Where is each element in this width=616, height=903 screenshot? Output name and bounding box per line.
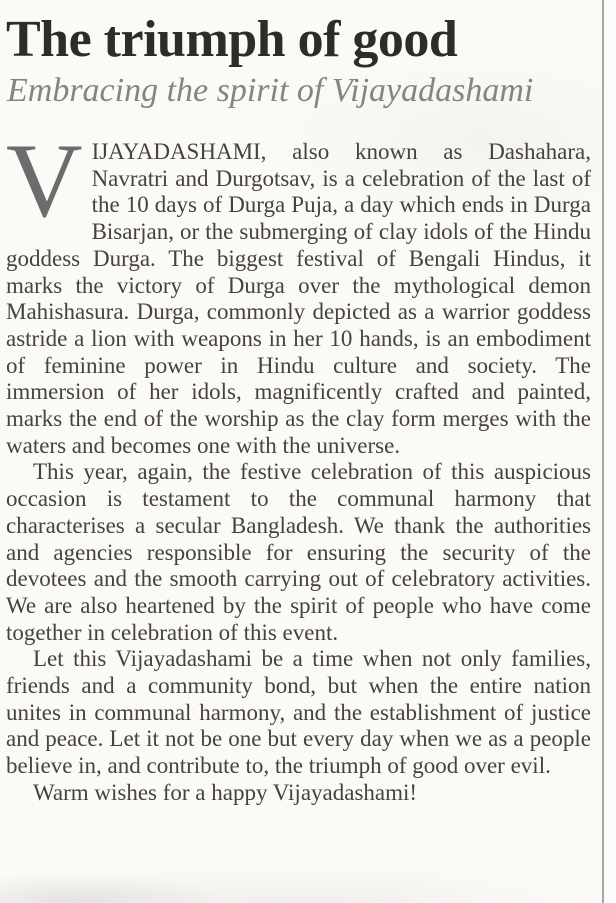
lead-word: IJAYADASHAMI, (91, 139, 267, 164)
article-title: The triumph of good (6, 11, 458, 68)
body-paragraph: This year, again, the festive celebration of this auspicious occasion is testament to the communal harmony that characterises a secular Bangladesh. We thank the authorities and agencies responsible for ensuring the security of the devotees and the smooth carrying out of celebratory activities. We are also heartened by the spirit of people who have come together in celebration of this event. (6, 459, 591, 645)
page-outer-margin (604, 0, 616, 903)
article-subtitle: Embracing the spirit of Vijayadashami (7, 72, 534, 109)
editorial-column (6, 0, 591, 807)
body-paragraph (6, 122, 591, 459)
drop-cap: V (6, 122, 83, 239)
body-paragraph: Let this Vijayadashami be a time when not only families, friends and a community bond, but when the entire nation unites in communal harmony, and the establishment of justice and peace. Let it not be one but every day when we as a people believe in, and contribute to, the triumph of good over evil. (6, 646, 591, 779)
body-paragraph: Warm wishes for a happy Vijayadashami! (33, 779, 418, 805)
article-body (6, 122, 591, 807)
paragraph-text: also known as Dashahara, Navratri and Durgotsav, is a celebration of the last of the 10 days of Durga Puja, a day which ends in Durga Bisarjan, or the submerging of clay idols of the Hindu goddess Durga. The biggest festival of Bengali Hindus, it marks the victory of Durga over the mythological demon Mahishasura. Durga, commonly depicted as a warrior goddess astride a lion with weapons in her 10 hands, is an embodiment of feminine power in Hindu culture and society. The immersion of her idols, magnificently crafted and painted, marks the end of the worship as the clay form merges with the waters and becomes one with the universe. (6, 139, 591, 458)
